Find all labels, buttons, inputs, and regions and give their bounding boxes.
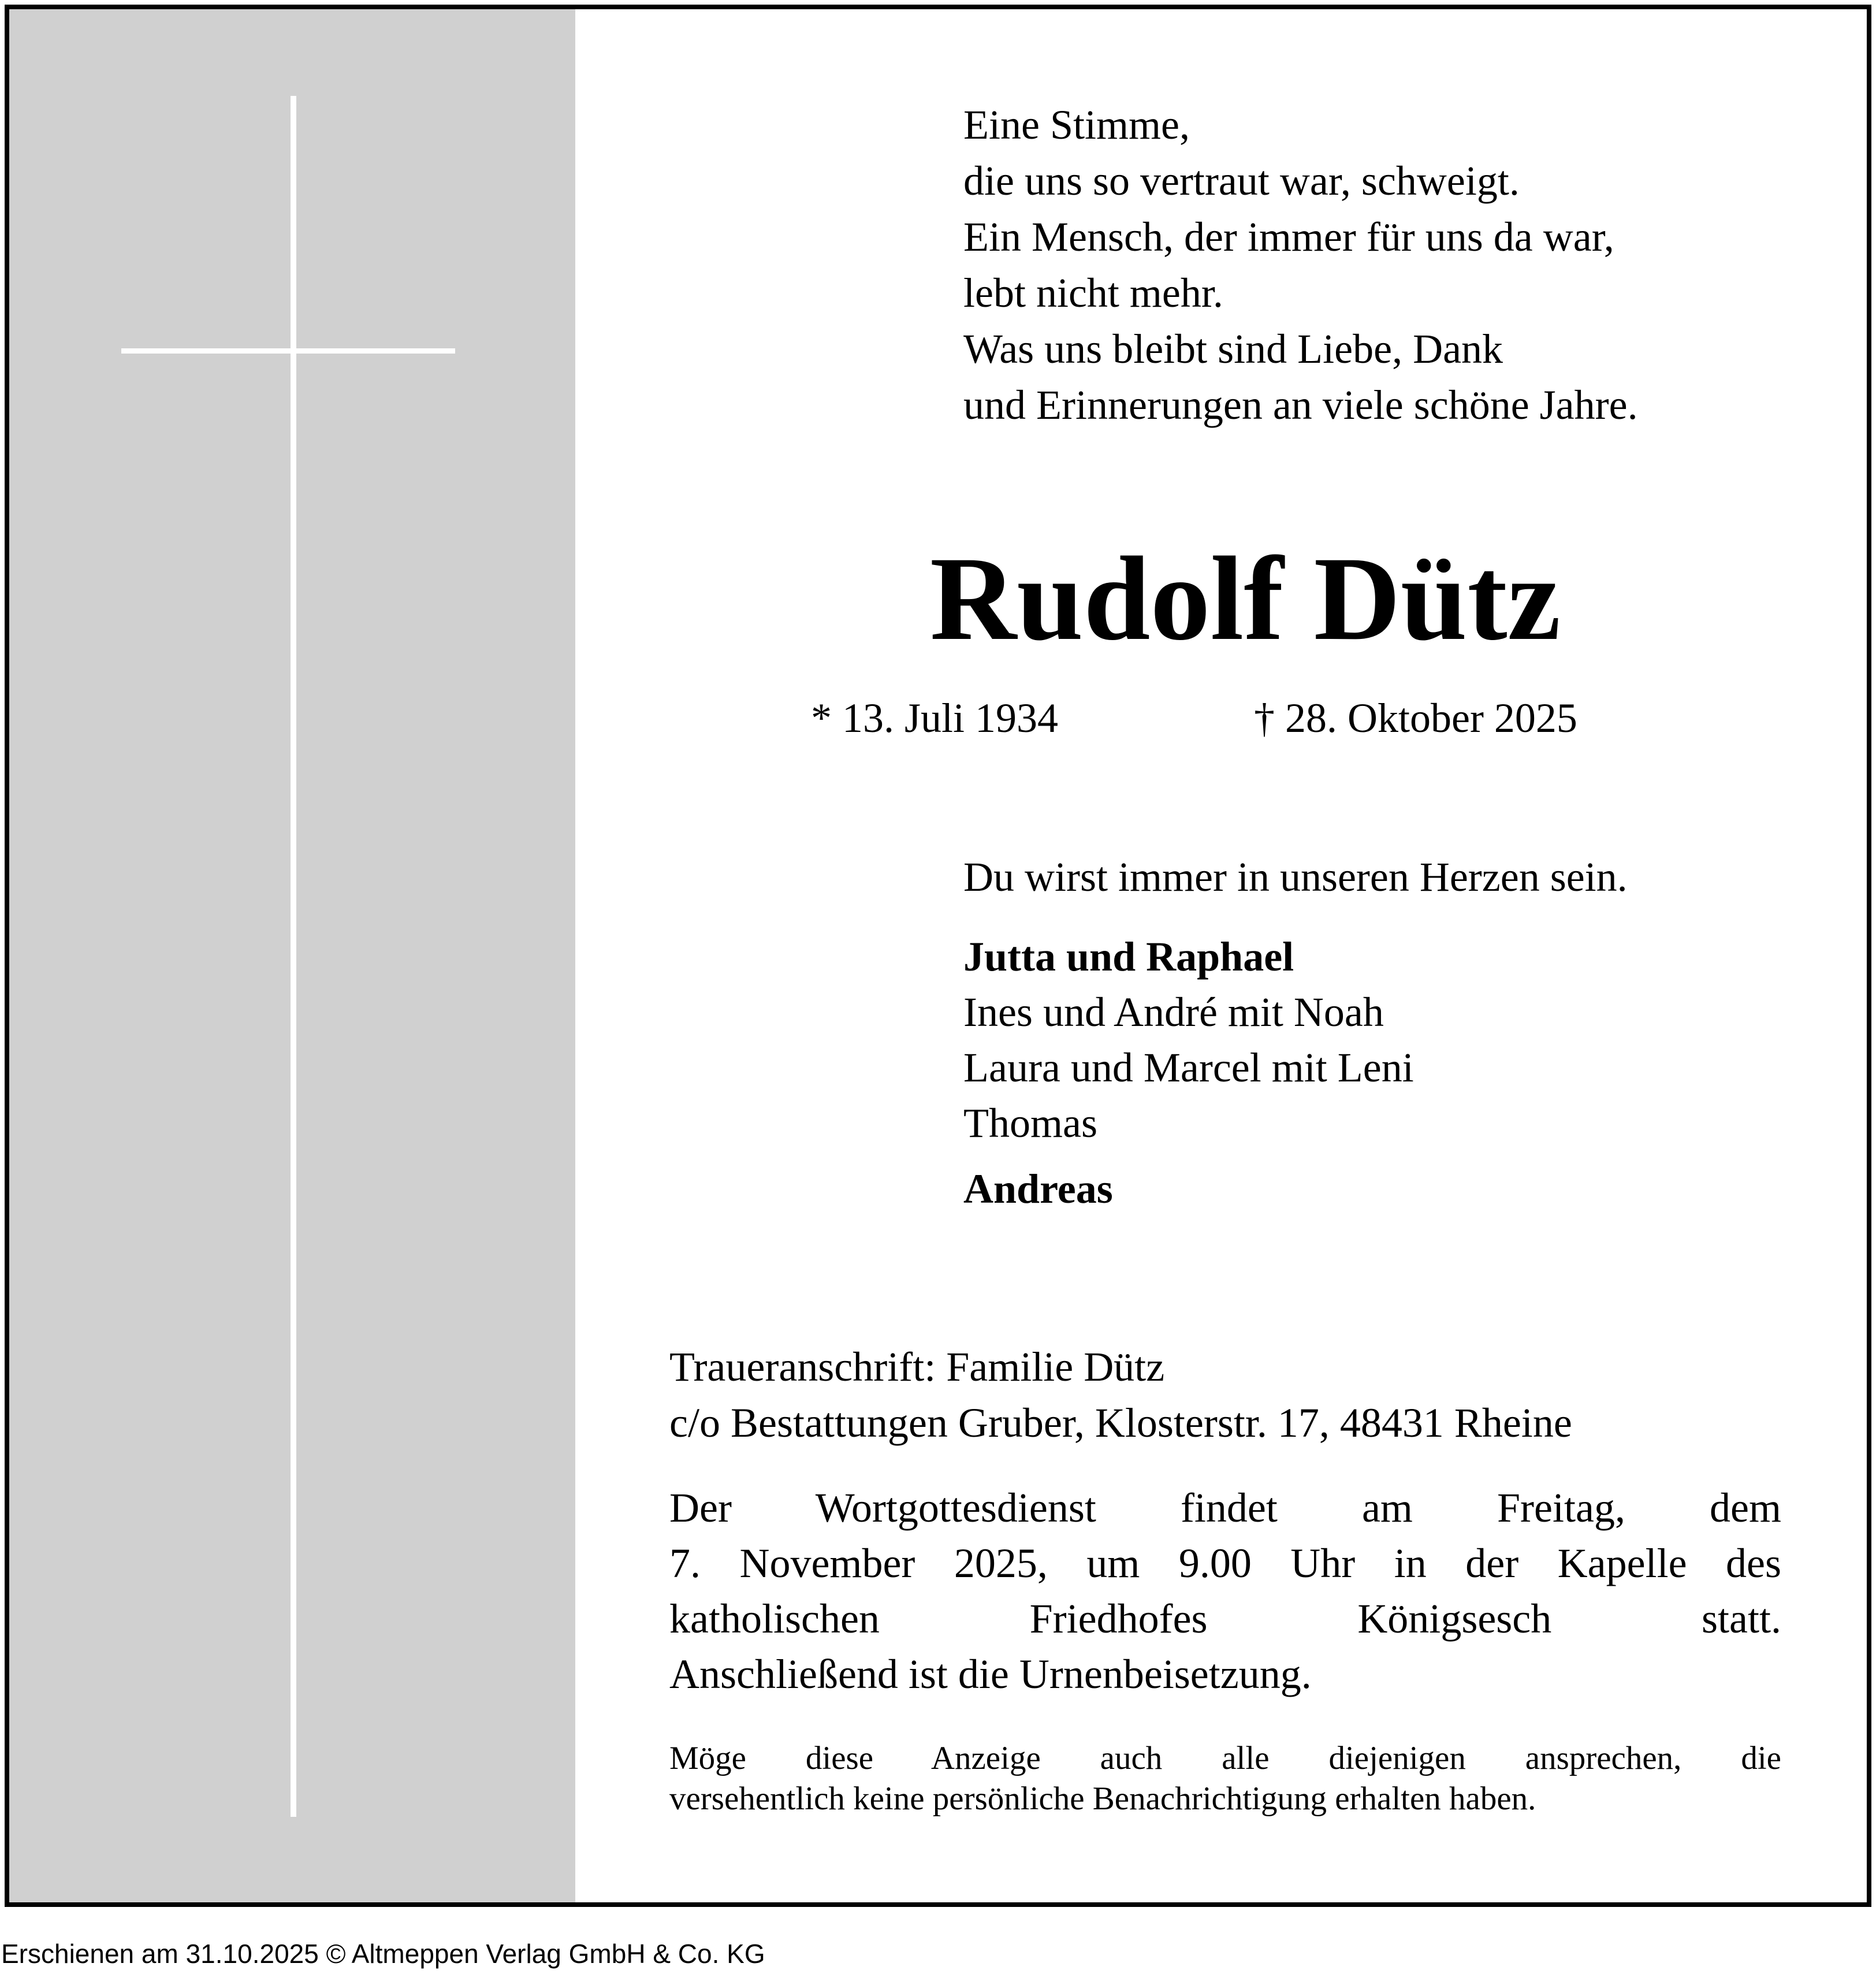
note-line: versehentlich keine persönliche Benachrichtigung erhalten haben.	[669, 1780, 1536, 1817]
service-line: Der Wortgottesdienst findet am Freitag, dem	[669, 1485, 1781, 1531]
birth-date: * 13. Juli 1934	[811, 695, 1059, 741]
notification-note	[669, 1738, 1781, 1819]
address-line: c/o Bestattungen Gruber, Klosterstr. 17, 48431 Rheine	[669, 1400, 1572, 1446]
mourner-family: Laura und Marcel mit Leni	[963, 1044, 1414, 1091]
mourner-family: Ines und André mit Noah	[963, 989, 1384, 1035]
cross-vertical-bar	[291, 96, 296, 1817]
poem-line: Was uns bleibt sind Liebe, Dank	[963, 326, 1503, 372]
service-line: 7. November 2025, um 9.00 Uhr in der Kapelle des	[669, 1540, 1781, 1586]
publication-credit: Erschienen am 31.10.2025 © Altmeppen Verlag GmbH & Co. KG	[1, 1939, 765, 1969]
mourner-family: Thomas	[963, 1100, 1097, 1146]
side-panel	[9, 9, 575, 1902]
mourner-secondary: Andreas	[963, 1166, 1113, 1212]
address-line: Traueranschrift: Familie Dütz	[669, 1344, 1165, 1390]
service-line: Anschließend ist die Urnenbeisetzung.	[669, 1651, 1312, 1697]
cross-horizontal-bar	[121, 348, 455, 354]
mourner-primary: Jutta und Raphael	[963, 934, 1294, 980]
poem-line: Eine Stimme,	[963, 102, 1190, 148]
deceased-name: Rudolf Dütz	[929, 532, 1561, 665]
service-details	[669, 1480, 1781, 1702]
closing-line: Du wirst immer in unseren Herzen sein.	[963, 854, 1628, 900]
death-date: † 28. Oktober 2025	[1254, 695, 1577, 741]
poem	[963, 97, 1638, 433]
poem-line: lebt nicht mehr.	[963, 270, 1223, 316]
mourners-list	[963, 929, 1414, 1224]
note-line: Möge diese Anzeige auch alle diejenigen ansprechen, die	[669, 1740, 1781, 1776]
service-line: katholischen Friedhofes Königsesch statt.	[669, 1596, 1781, 1642]
poem-line: und Erinnerungen an viele schöne Jahre.	[963, 382, 1638, 428]
poem-line: die uns so vertraut war, schweigt.	[963, 158, 1520, 204]
poem-line: Ein Mensch, der immer für uns da war,	[963, 214, 1614, 260]
obituary-notice	[5, 5, 1871, 1907]
condolence-address	[669, 1339, 1572, 1451]
